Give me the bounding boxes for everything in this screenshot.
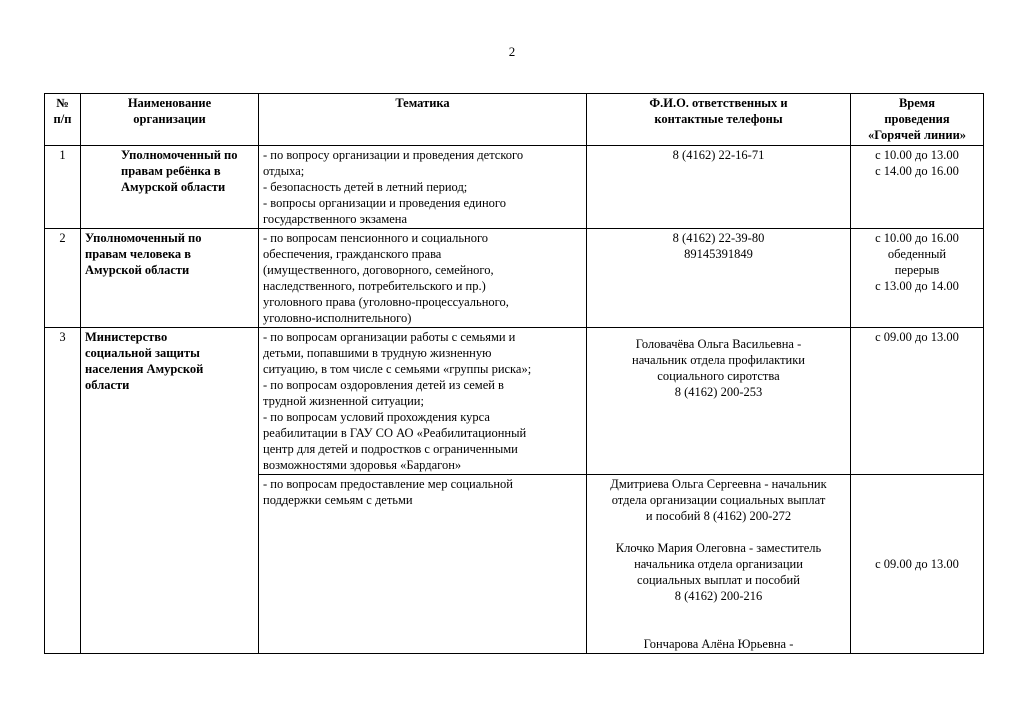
row-contacts: Дмитриева Ольга Сергеевна - начальник отдела организации социальных выплат и пособий 8 (4162) 200-272 Клочко Мария Олеговна - заместитель начальника отдела организации социальных выплат и пособий 8 (4162) 200-216 Гончарова Алёна Юрьевна - (587, 475, 851, 654)
header-topic: Тематика (259, 94, 587, 146)
row-contacts: 8 (4162) 22-39-80 89145391849 (587, 229, 851, 328)
header-row (45, 94, 984, 146)
table-row (45, 229, 984, 328)
page-number: 2 (508, 44, 516, 59)
row-org: Уполномоченный по правам ребёнка в Амурской области (81, 146, 259, 229)
row-topic: - по вопросам предоставление мер социальной поддержки семьям с детьми (259, 475, 587, 654)
header-time: Время проведения «Горячей линии» (851, 94, 984, 146)
table-row (45, 146, 984, 229)
header-num: № п/п (45, 94, 81, 146)
row-contacts: 8 (4162) 22-16-71 (587, 146, 851, 229)
row-time: с 09.00 до 13.00 (851, 475, 984, 654)
hotline-table (44, 93, 984, 654)
row-contacts: Головачёва Ольга Васильевна - начальник отдела профилактики социального сиротства 8 (4162) 200-253 (587, 328, 851, 475)
header-contacts: Ф.И.О. ответственных и контактные телефоны (587, 94, 851, 146)
row-topic: - по вопросу организации и проведения детского отдыха; - безопасность детей в летний период; - вопросы организации и проведения единого государственного экзамена (259, 146, 587, 229)
row-num: 2 (45, 229, 81, 328)
row-org: Уполномоченный по правам человека в Амурской области (81, 229, 259, 328)
row-time: с 10.00 до 13.00 с 14.00 до 16.00 (851, 146, 984, 229)
row-topic: - по вопросам пенсионного и социального обеспечения, гражданского права (имущественного, договорного, семейного, наследственного, потребительского и пр.) уголовного права (уголовно-процессуального, уголовно-исполнительного) (259, 229, 587, 328)
row-num: 3 (45, 328, 81, 654)
row-time: с 09.00 до 13.00 (851, 328, 984, 475)
row-time: с 10.00 до 16.00 обеденный перерыв с 13.00 до 14.00 (851, 229, 984, 328)
table-row (45, 328, 984, 475)
row-num: 1 (45, 146, 81, 229)
header-org: Наименование организации (81, 94, 259, 146)
row-org: Министерство социальной защиты населения Амурской области (81, 328, 259, 654)
row-topic: - по вопросам организации работы с семьями и детьми, попавшими в трудную жизненную ситуацию, в том числе с семьями «группы риска»; - по вопросам оздоровления детей из семей в трудной жизненной ситуации; - по вопросам условий прохождения курса реабилитации в ГАУ СО АО «Реабилитационный центр для детей и подростков с ограниченными возможностями здоровья «Бардагон» (259, 328, 587, 475)
